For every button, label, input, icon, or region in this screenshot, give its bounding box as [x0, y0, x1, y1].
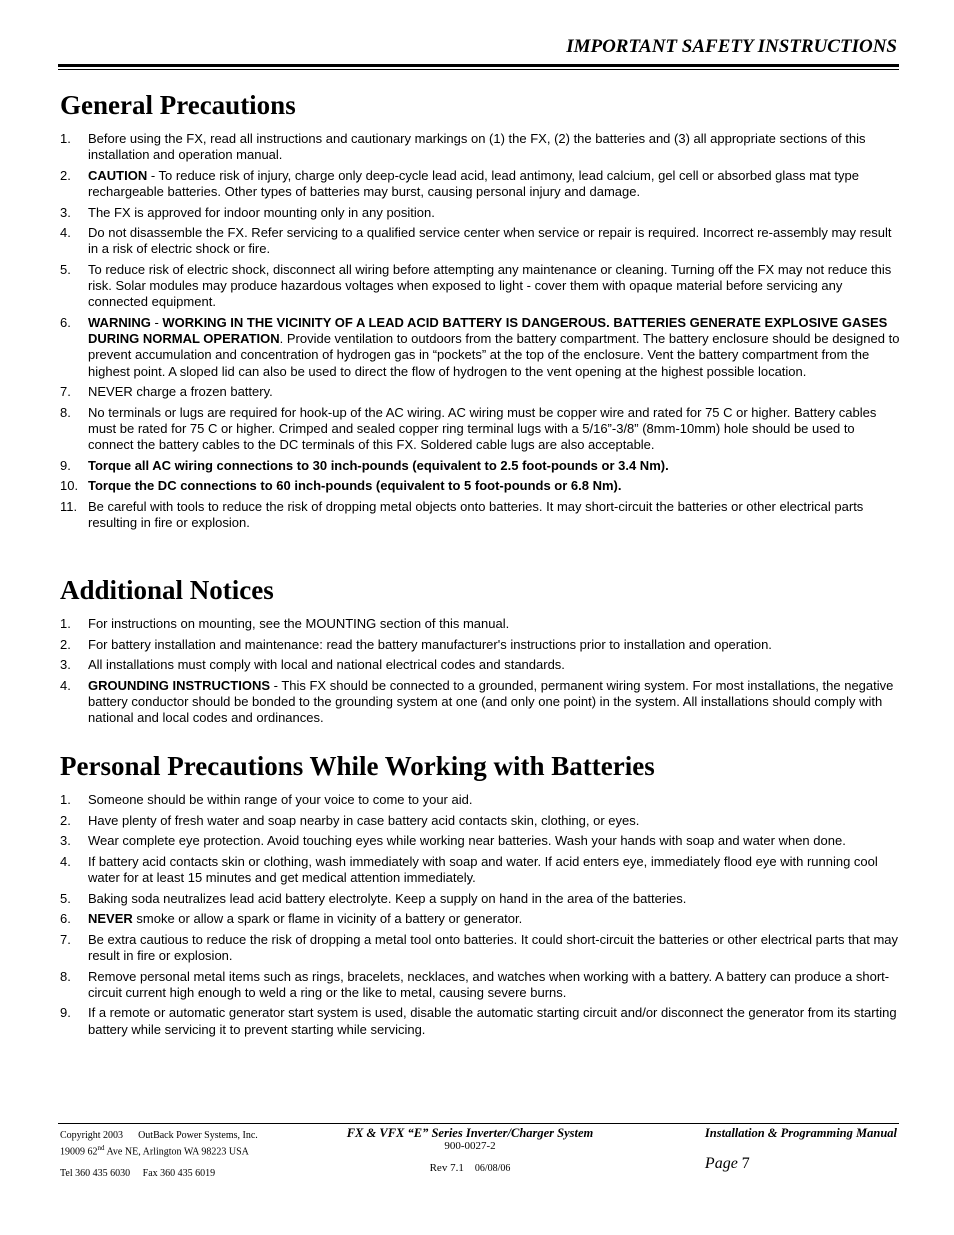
footer-manual: Installation & Programming Manual [704, 1126, 897, 1140]
list-item-text: Have plenty of fresh water and soap nearby in case battery acid contacts skin, clothing, or eyes. [88, 812, 640, 828]
list-item-text: Be extra cautious to reduce the risk of dropping a metal tool onto batteries. It could short-circuit the batteries or other electrical parts that may result in fire or explosion. [88, 931, 899, 963]
list-item-text: - This FX should be connected to a grounded, permanent wiring system. For most installations, the negative battery conductor should be bonded to the grounding system at one (and only one point) in the system. All installations should comply with national and local codes and ordinances. [88, 677, 894, 726]
list-item-number: 2. [60, 812, 71, 828]
list-item [60, 969, 900, 1001]
footer-rule [58, 1123, 899, 1124]
list-item-bold-text: Torque all AC wiring connections to 30 inch-pounds (equivalent to 2.5 foot-pounds or 3.4 Nm). [88, 457, 669, 473]
list-item [60, 262, 900, 311]
list-item-text: For instructions on mounting, see the MOUNTING section of this manual. [88, 616, 510, 631]
footer-address-post: Ave NE, Arlington WA 98223 USA [104, 1146, 249, 1158]
list-item [60, 478, 900, 494]
list-item-bold-text: WORKING IN THE VICINITY OF A LEAD ACID BATTERY IS DANGEROUS. BATTERIES GENERATE EXPLOSIVE GASES DURING NORMAL OPERATION [88, 314, 888, 347]
footer-page-number: 7 [741, 1155, 750, 1172]
footer-left [60, 1129, 258, 1180]
footer-address-sup: nd [97, 1144, 105, 1152]
list-item-bold-text: CAUTION [88, 167, 148, 183]
list-item-number: 8. [60, 404, 71, 420]
list-item-text: No terminals or lugs are required for hook-up of the AC wiring. AC wiring must be copper wire and rated for 75 C or higher. Battery cables must be rated for 75 C or higher. Crimped and sealed copper ring terminal lugs with a 5/16”-3/8” (8mm-10mm) hole should be used to connect the battery cables to the DC terminals of this FX. Soldered cable lugs are also acceptable. [88, 404, 877, 453]
footer-page-label: Page [704, 1155, 738, 1172]
list-item-number: 1. [60, 616, 71, 631]
footer-right [704, 1126, 897, 1172]
personal-precautions-list [60, 792, 900, 1042]
footer-date: 06/08/06 [474, 1163, 511, 1174]
list-item [60, 616, 900, 632]
list-item-text: If battery acid contacts skin or clothing, wash immediately with soap and water. If acid enters eye, immediately flood eye with running cool water for at least 15 minutes and get medical attention immediately. [88, 853, 878, 885]
list-item [60, 168, 900, 200]
list-item-bold-text: Torque the DC connections to 60 inch-pounds (equivalent to 5 foot-pounds or 6.8 Nm). [88, 478, 622, 494]
header-rule-thin [58, 69, 899, 70]
list-item-bold-text: WARNING [88, 314, 151, 330]
list-item-number: 2. [60, 167, 71, 183]
list-item-text: If a remote or automatic generator start system is used, disable the automatic starting circuit and/or disconnect the generator from its starting battery while servicing it to prevent starting while servicing. [88, 1005, 897, 1037]
list-item-text: Wear complete eye protection. Avoid touching eyes while working near batteries. Wash your hands with soap and water when done. [88, 833, 846, 849]
footer-rev: Rev 7.1 [429, 1162, 464, 1174]
list-item [60, 854, 900, 886]
list-item-number: 5. [60, 261, 71, 277]
list-item [60, 813, 900, 829]
list-item [60, 225, 900, 257]
footer-copyright: Copyright 2003 [60, 1130, 124, 1141]
list-item-number: 3. [60, 204, 71, 220]
list-item-number: 3. [60, 833, 71, 849]
list-item [60, 205, 900, 221]
footer-fax: Fax 360 435 6019 [142, 1168, 216, 1180]
section-title-general-precautions: General Precautions [60, 90, 296, 120]
section-title-personal-precautions: Personal Precautions While Working with Batteries [60, 751, 655, 781]
list-item-text: Baking soda neutralizes lead acid battery electrolyte. Keep a supply on hand in the area of the batteries. [88, 890, 687, 906]
list-item [60, 458, 900, 474]
list-item-text: smoke or allow a spark or flame in vicinity of a battery or generator. [132, 911, 523, 927]
list-item-number: 10. [60, 478, 79, 494]
list-item-number: 1. [60, 792, 71, 807]
page-header-title: IMPORTANT SAFETY INSTRUCTIONS [566, 36, 897, 57]
list-item [60, 911, 900, 927]
list-item-text: - To reduce risk of injury, charge only deep-cycle lead acid, lead antimony, lead calcium, gel cell or absorbed glass mat type rechargeable batteries. Other types of batteries may burst, causing personal injury and damage. [88, 167, 859, 199]
list-item-bold-text: NEVER [88, 911, 133, 927]
list-item [60, 792, 900, 808]
list-item-bold-text: GROUNDING INSTRUCTIONS [88, 677, 270, 693]
footer-center [320, 1127, 620, 1175]
footer-product: FX & VFX “E” Series Inverter/Charger System [346, 1126, 594, 1140]
list-item-text: - [150, 314, 163, 330]
list-item-text: Remove personal metal items such as rings, bracelets, necklaces, and watches when working with a battery. A battery can produce a short-circuit current high enough to weld a ring or the like to metal, causing severe burns. [88, 968, 890, 1000]
list-item [60, 657, 900, 673]
list-item-number: 3. [60, 657, 71, 673]
list-item-number: 9. [60, 1005, 71, 1021]
additional-notices-list [60, 616, 900, 731]
section-title-additional-notices: Additional Notices [60, 575, 274, 605]
list-item-number: 4. [60, 853, 71, 869]
list-item [60, 315, 900, 380]
list-item-text: . Provide ventilation to outdoors from the battery compartment. The battery enclosure should be designed to prevent accumulation and concentration of hydrogen gas in “pockets” at the top of the enclosure. Vent the battery compartment from the highest point. A sloped lid can also be used to direct the flow of hydrogen to the vent opening at the highest possible location. [88, 331, 900, 379]
list-item [60, 833, 900, 849]
list-item-number: 4. [60, 225, 71, 241]
list-item-text: For battery installation and maintenance: read the battery manufacturer's instructions prior to installation and operation. [88, 636, 772, 652]
list-item-number: 2. [60, 636, 71, 652]
header-rule [58, 64, 899, 67]
list-item-number: 6. [60, 314, 71, 330]
footer-page [705, 1157, 750, 1170]
list-item-number: 4. [60, 677, 71, 693]
list-item-text: All installations must comply with local and national electrical codes and standards. [88, 657, 565, 673]
list-item [60, 499, 900, 531]
footer-tel: Tel 360 435 6030 [60, 1168, 131, 1180]
list-item [60, 932, 900, 964]
list-item [60, 1005, 900, 1037]
list-item-text: To reduce risk of electric shock, disconnect all wiring before attempting any maintenance or cleaning. Turning off the FX may not reduce this risk. Solar modules may produce hazardous voltages when exposed to light - cover them with opaque material before servicing any connected equipment. [88, 261, 892, 310]
list-item-number: 1. [60, 131, 71, 146]
list-item [60, 678, 900, 727]
list-item-number: 11. [60, 498, 78, 514]
footer-part-number: 900-0027-2 [444, 1140, 496, 1152]
list-item [60, 637, 900, 653]
list-item-text: Someone should be within range of your voice to come to your aid. [88, 792, 473, 807]
list-item-text: NEVER charge a frozen battery. [88, 384, 273, 400]
footer-company: OutBack Power Systems, Inc. [138, 1130, 258, 1141]
list-item [60, 891, 900, 907]
list-item-number: 7. [60, 384, 71, 400]
list-item-text: Be careful with tools to reduce the risk of dropping metal objects onto batteries. It may short-circuit the batteries or other electrical parts resulting in fire or explosion. [88, 498, 864, 531]
general-precautions-list [60, 131, 900, 536]
list-item-number: 6. [60, 911, 71, 927]
footer-address-pre: 19009 62 [60, 1146, 98, 1158]
list-item-number: 8. [60, 968, 71, 984]
list-item-text: Before using the FX, read all instructions and cautionary markings on (1) the FX, (2) the batteries and (3) all appropriate sections of this installation and operation manual. [88, 131, 866, 163]
list-item [60, 405, 900, 454]
list-item [60, 131, 900, 163]
list-item-text: Do not disassemble the FX. Refer servicing to a qualified service center when service or repair is required. Incorrect re-assembly may result in a risk of electric shock or fire. [88, 225, 892, 257]
list-item [60, 384, 900, 400]
list-item-number: 7. [60, 931, 71, 947]
list-item-number: 5. [60, 890, 71, 906]
list-item-text: The FX is approved for indoor mounting only in any position. [88, 204, 435, 220]
list-item-number: 9. [60, 457, 71, 473]
